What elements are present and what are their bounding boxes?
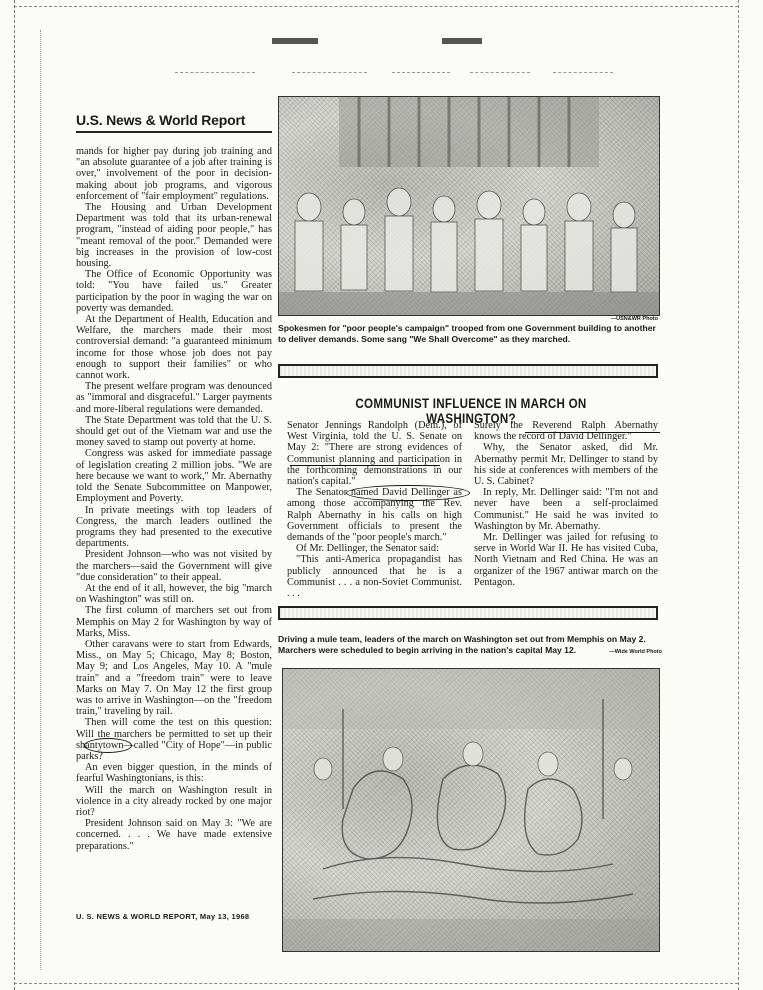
sidebar-right-column <box>474 420 658 588</box>
paragraph: An even bigger question, in the minds of fearful Washingtonians, is this: <box>76 762 272 785</box>
photo-marchers <box>278 96 660 316</box>
photo-caption: Spokesmen for "poor people's campaign" trooped from one Government building to another to deliver demands. Some sang "We Shall Overcome" as they marched. <box>278 323 656 344</box>
handwritten-underline <box>290 465 440 466</box>
photo-caption-text: Driving a mule team, leaders of the march on Washington set out from Memphis on May 2. Marchers were scheduled to begin arriving in the nation's capital May 12. <box>278 634 646 655</box>
photo-mule-team-illustration <box>283 669 659 951</box>
sidebar-bottom-rule <box>278 606 658 620</box>
paragraph: Then will come the test on this question: Will the marchers be permitted to set up their shantytown—called "City of Hope"—in public parks? <box>76 717 272 762</box>
scan-margin-line <box>40 30 41 970</box>
scan-smudge <box>272 38 318 44</box>
paragraph: In private meetings with top leaders of Congress, the march leaders outlined the programs they had presented to the executive departments. <box>76 504 272 550</box>
sidebar-top-rule <box>278 364 658 378</box>
paragraph: mands for higher pay during job training and "an absolute guarantee of a job after training is over," involvement of the poor in decision-making about job programs, and vigorous enforcement of "fair employment" regulations. <box>76 146 272 202</box>
scan-rule <box>553 72 613 73</box>
scan-rule <box>175 72 255 73</box>
paragraph: "This anti-America propagandist has publicly announced that he is a Communist . . . a non-Soviet Communist. . . . <box>287 554 462 600</box>
paragraph: The first column of marchers set out from Memphis on May 2 for Washington by way of Marks, Miss. <box>76 605 272 639</box>
scan-edge-right <box>738 0 739 990</box>
sidebar-mid-column <box>287 420 462 599</box>
handwritten-underline <box>525 432 660 433</box>
paragraph: Why, the Senator asked, did Mr. Abernathy permit Mr. Dellinger to stand by his side at conferences with members of the U. S. Cabinet? <box>474 442 658 488</box>
photo-credit: —USN&WR Photo <box>610 316 658 322</box>
paragraph: Mr. Dellinger was jailed for refusing to serve in World War II. He has visited Cuba, North Vietnam and Red China. He was an organizer of the 1967 antiwar march on the Pentagon. <box>474 532 658 588</box>
scan-edge-left <box>14 0 15 990</box>
photo-caption <box>278 634 662 658</box>
paragraph: The Senator named David Dellinger as among those accompanying the Rev. Ralph Abernathy in his calls on high Government officials to present the demands of the "poor people's march." <box>287 487 462 544</box>
page-footer: U. S. NEWS & WORLD REPORT, May 13, 1968 <box>76 912 250 921</box>
paragraph: At the Department of Health, Education and Welfare, the marchers made their most controversial demand: "a guaranteed minimum income for those whose job does not pay enough to support their families" or who cannot work. <box>76 314 272 382</box>
sidebar-headline: COMMUNIST INFLUENCE IN MARCH ON WASHINGTON? <box>355 396 587 426</box>
paragraph: Of Mr. Dellinger, the Senator said: <box>296 543 439 555</box>
photo-mule-team <box>282 668 660 952</box>
photo-credit: —Wide World Photo <box>609 649 662 655</box>
scan-rule <box>470 72 530 73</box>
photo-marchers-illustration <box>279 97 659 315</box>
paragraph: Senator Jennings Randolph (Dem.), of West Virginia, told the U. S. Senate on May 2: "There are strong evidences of Communist planning and participation in the forthcoming demonstrations in our nation's capital." <box>287 420 462 488</box>
scan-smudge <box>442 38 482 44</box>
paragraph: The Housing and Urban Development Department was told that its urban-renewal program, "instead of aiding poor people," has "meant removal of the poor." Demanded were big increases in the provision of low-cost housing. <box>76 202 272 270</box>
masthead: U.S. News & World Report <box>76 112 272 133</box>
paragraph: The State Department was told that the U. S. should get out of the Vietnam war and use the money saved to stamp out poverty at home. <box>76 414 272 449</box>
scan-rule <box>292 72 367 73</box>
paragraph: Other caravans were to start from Edwards, Miss., on May 5; Chicago, May 8; Boston, May 9; and Los Angeles, May 10. A "mule train" and a "freedom train" were to leave Marks on May 7. On May 12 the first group was to arrive in Washington—on the "freedom train," traveling by rail. <box>76 638 272 718</box>
paragraph: President Johnson—who was not visited by the marchers—said the Government will give "due consideration" to their appeal. <box>76 549 272 583</box>
paragraph: President Johnson said on May 3: "We are concerned. . . . We have made extensive preparations." <box>76 818 272 852</box>
paragraph: In reply, Mr. Dellinger said: "I'm not and never have been a self-proclaimed Communist." He said he was invited to Washington by Mr. Abernathy. <box>474 487 658 532</box>
scan-rule <box>392 72 450 73</box>
scan-edge-bottom <box>14 983 738 984</box>
paragraph: Surely the Reverend Ralph Abernathy knows the record of David Dellinger." <box>474 420 658 443</box>
paragraph: Will the march on Washington result in violence in a city already rocked by one major riot? <box>76 784 272 818</box>
paragraph: Congress was asked for immediate passage of legislation creating 2 million jobs. "We are here because we want to work," Mr. Abernathy told the Senate Subcommittee on Manpower, Employment and Poverty. <box>76 448 272 505</box>
paragraph: The Office of Economic Opportunity was told: "You have failed us." Greater participation by the poor in waging the war on poverty was demanded. <box>76 269 272 314</box>
handwritten-circle <box>346 485 470 501</box>
paragraph: The present welfare program was denounced as "immoral and disgraceful." Larger payments and more-liberal regulations were demanded. <box>76 381 272 415</box>
scan-edge-top <box>14 6 738 7</box>
handwritten-circle <box>84 738 132 753</box>
paragraph: At the end of it all, however, the big "march on Washington" was still on. <box>76 582 272 606</box>
